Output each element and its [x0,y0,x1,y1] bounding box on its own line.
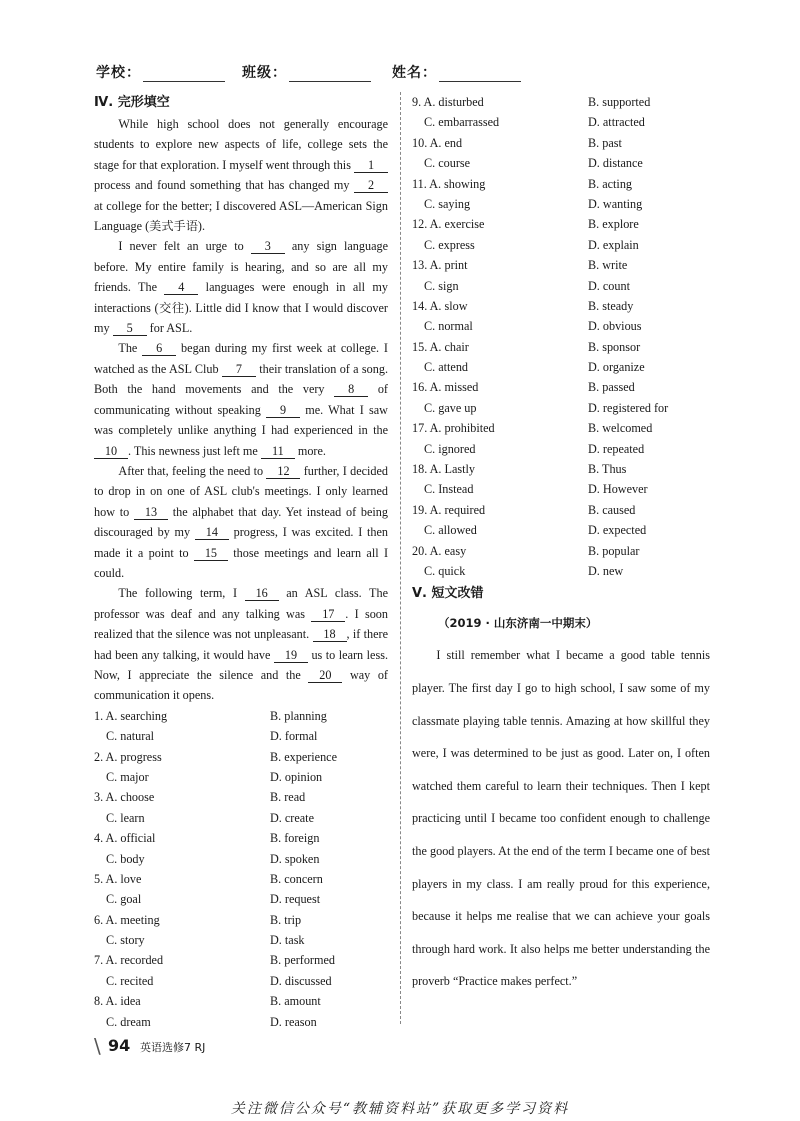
option-row [412,418,710,438]
header [96,62,716,84]
cloze-blank[interactable]: 15 [194,546,228,561]
option-row [412,377,710,397]
option-choice[interactable]: 17. A. prohibited [412,421,495,436]
option-choice[interactable]: B. Thus [588,462,627,477]
option-choice[interactable]: C. course [424,156,471,171]
option-choice[interactable]: 13. A. print [412,258,468,273]
option-choice[interactable]: D. expected [588,523,647,538]
column-divider [400,92,401,1024]
option-choice[interactable]: C. attend [424,360,469,375]
option-choice[interactable]: C. story [106,933,145,948]
options-list-right [412,92,710,581]
cloze-section [94,92,388,1032]
footer-note: 关注微信公众号“教辅资料站”获取更多学习资料 [230,1101,570,1117]
option-choice[interactable]: B. write [588,258,628,273]
correction-source: （2019 · 山东济南一中期末） [438,616,598,631]
cloze-paragraph [94,236,388,338]
cloze-text: the alphabet that day. Yet instead of being discouraged by my [94,504,388,540]
class-field [242,62,371,82]
option-row [412,337,710,357]
class-blank[interactable] [289,67,371,82]
option-choice[interactable]: D. formal [270,729,318,744]
option-row [94,991,388,1011]
option-choice[interactable]: B. explore [588,217,639,232]
option-choice[interactable]: D. registered for [588,400,669,415]
option-choice[interactable]: B. read [270,790,306,805]
cloze-text: me. What I saw was completely unlike anything I had experienced in the [94,402,388,438]
option-row [412,398,710,418]
option-choice[interactable]: 15. A. chair [412,339,469,354]
option-row [412,235,710,255]
cloze-text: us to learn less. Now, I appreciate the silence and the [94,647,388,682]
option-choice[interactable]: D. wanting [588,196,643,211]
option-choice[interactable]: B. supported [588,95,651,109]
option-choice[interactable]: 8. A. idea [94,994,141,1009]
cloze-text: at college for the better; I discovered ASL—American Sign Language (美式手语). [94,198,388,234]
option-choice[interactable]: D. repeated [588,441,645,456]
cloze-text: of communicating without speaking [94,382,388,417]
option-choice[interactable]: C. saying [424,196,471,211]
cloze-blank[interactable]: 10 [94,444,128,459]
option-choice[interactable]: 9. A. disturbed [412,95,484,109]
option-choice[interactable]: B. caused [588,502,636,517]
cloze-blank[interactable]: 2 [354,178,388,193]
option-choice[interactable]: D. discussed [270,973,332,988]
option-row [94,787,388,807]
cloze-title: Ⅳ. 完形填空 [94,95,170,110]
cloze-blank[interactable]: 4 [164,280,198,295]
option-row [94,726,388,746]
option-choice[interactable]: 2. A. progress [94,749,162,764]
cloze-blank[interactable]: 6 [142,341,176,356]
option-choice[interactable]: D. task [270,933,305,948]
cloze-blank[interactable]: 7 [222,362,256,377]
cloze-blank[interactable]: 5 [113,321,147,336]
cloze-blank[interactable]: 8 [334,382,368,397]
option-row [412,276,710,296]
option-row [412,92,710,112]
option-row [94,747,388,767]
option-row [94,767,388,787]
correction-text: I still remember what I became a good table tennis player. The first day I go to high school, I saw some of my classmate playing table tennis. Amazing at how skillful they were, I was determined to be just as good. Later on, I often watched them careful to learn their techniques. Then I kept practicing until I became too confident enough to challenge the good players. At the end of the term I became one of best players in my class. I am really proud for this experience, because it helps me realise that we can achieve your goals through hard work. It also helps me better understanding the proverb “Practice makes perfect.” [412,648,710,989]
option-row [412,439,710,459]
option-row [94,910,388,930]
option-choice[interactable]: D. reason [270,1014,317,1029]
option-choice[interactable]: D. spoken [270,851,320,866]
option-row [412,133,710,153]
class-label: 班级： [242,65,287,81]
cloze-text: I never felt an urge to [118,239,251,254]
cloze-text: their translation of a song. Both the hand movements and the very [94,361,388,397]
option-choice[interactable]: C. natural [106,729,155,744]
cloze-text: , if there had been any talking, it would have [94,627,388,662]
option-choice[interactable]: B. concern [270,871,323,886]
school-label: 学校： [96,65,141,81]
option-row [412,561,710,581]
cloze-text: further, I decided to drop in on one of ASL club's meetings. I only learned how to [94,463,389,519]
option-choice[interactable]: 14. A. slow [412,298,468,313]
option-choice[interactable]: 19. A. required [412,502,486,517]
cloze-text: After that, feeling the need to [118,463,267,478]
cloze-text: . I soon realized that the silence was not unpleasant. [94,606,388,642]
option-row [94,889,388,909]
name-field [392,62,521,82]
cloze-text: languages were enough in all my interactions (交往). Little did I know that I would discover my [94,280,388,336]
option-choice[interactable]: B. passed [588,380,635,395]
option-row [412,357,710,377]
option-choice[interactable]: C. embarrassed [424,115,500,130]
school-blank[interactable] [143,67,225,82]
page-slash: \ [94,1034,101,1058]
option-choice[interactable]: B. foreign [270,831,320,846]
option-choice[interactable]: B. acting [588,176,633,191]
option-row [412,520,710,540]
option-choice[interactable]: B. planning [270,708,327,723]
correction-title: Ⅴ. 短文改错 [412,586,484,602]
cloze-text: began during my first week at college. I watched as the ASL Club [94,341,388,376]
option-choice[interactable]: 4. A. official [94,831,156,846]
option-choice[interactable]: B. welcomed [588,421,653,436]
option-choice[interactable]: B. steady [588,298,634,313]
option-choice[interactable]: 3. A. choose [94,790,155,805]
option-choice[interactable]: C. major [106,769,149,784]
option-choice[interactable]: C. ignored [424,441,476,456]
cloze-blank[interactable]: 19 [274,648,308,663]
option-choice[interactable]: 18. A. Lastly [412,462,475,477]
cloze-blank[interactable]: 9 [266,403,300,418]
option-row [412,153,710,173]
option-row [412,214,710,234]
cloze-text: more. [294,443,326,458]
cloze-text: The [118,341,143,356]
cloze-text: process and found something that has changed my [94,178,354,193]
name-label: 姓名： [392,65,437,81]
option-choice[interactable]: D. distance [588,156,643,171]
cloze-blank[interactable]: 12 [266,464,300,479]
cloze-text: While high school does not generally encourage students to explore new aspects of life, college sets the stage for that exploration. I myself went through this [94,117,388,172]
option-choice[interactable]: B. sponsor [588,339,641,354]
option-choice[interactable]: C. quick [424,563,466,578]
cloze-paragraph [94,461,388,583]
option-choice[interactable]: B. past [588,135,622,150]
option-choice[interactable]: B. trip [270,912,302,927]
option-choice[interactable]: 6. A. meeting [94,912,160,927]
option-choice[interactable]: D. obvious [588,319,642,334]
option-choice[interactable]: D. request [270,892,321,907]
option-choice[interactable]: D. However [588,482,648,497]
option-row [412,174,710,194]
cloze-blank[interactable]: 1 [354,158,388,173]
option-row [412,541,710,561]
cloze-text: The following term, I [118,586,245,601]
option-choice[interactable]: 11. A. showing [412,176,486,191]
cloze-text: an ASL class. The professor was deaf and any talking was [94,586,388,621]
option-choice[interactable]: C. dream [106,1014,151,1029]
option-choice[interactable]: C. express [424,237,475,252]
cloze-blank[interactable]: 3 [251,239,285,254]
option-choice[interactable]: D. count [588,278,630,293]
book-label: 英语选修7 RJ [140,1041,206,1054]
school-field [96,62,225,82]
option-row [412,296,710,316]
option-choice[interactable]: 12. A. exercise [412,217,485,232]
cloze-text: progress, I was excited. I then made it a point to [94,525,388,560]
option-row [412,194,710,214]
option-choice[interactable]: D. organize [588,360,645,375]
option-row [412,316,710,336]
cloze-text: any sign language before. My entire family is hearing, and so are all my friends. The [94,239,388,295]
option-row [412,479,710,499]
option-row [94,930,388,950]
option-row [94,849,388,869]
cloze-text: way of communication it opens. [94,667,388,703]
option-choice[interactable]: C. normal [424,319,473,334]
option-choice[interactable]: D. explain [588,237,639,252]
cloze-paragraph [94,583,388,705]
option-choice[interactable]: B. amount [270,994,321,1009]
cloze-text: . This newness just left me [128,443,261,458]
option-choice[interactable]: C. goal [106,892,142,907]
option-choice[interactable]: C. body [106,851,145,866]
page-number: 94 [108,1036,131,1055]
cloze-paragraph [94,338,388,460]
option-choice[interactable]: 5. A. love [94,871,142,886]
option-choice[interactable]: C. sign [424,278,459,293]
name-blank[interactable] [439,67,521,82]
option-row [94,1012,388,1032]
option-choice[interactable]: D. opinion [270,769,323,784]
right-column [412,92,710,998]
options-list-left [94,706,388,1032]
option-row [412,459,710,479]
cloze-text: those meetings and learn all I could. [94,545,389,580]
option-choice[interactable]: C. gave up [424,400,477,415]
cloze-blank[interactable]: 14 [195,525,229,540]
option-choice[interactable]: B. experience [270,749,337,764]
cloze-blank[interactable]: 11 [261,444,295,459]
option-row [412,255,710,275]
cloze-blank[interactable]: 18 [313,627,347,642]
cloze-blank[interactable]: 16 [245,586,279,601]
option-choice[interactable]: 10. A. end [412,135,463,150]
cloze-blank[interactable]: 13 [134,505,168,520]
option-choice[interactable]: D. attracted [588,115,645,130]
option-choice[interactable]: 20. A. easy [412,543,467,558]
option-choice[interactable]: C. learn [106,810,145,825]
cloze-text: for ASL. [146,321,193,336]
option-choice[interactable]: D. new [588,563,624,578]
option-choice[interactable]: C. allowed [424,523,477,538]
option-choice[interactable]: B. popular [588,543,640,558]
option-choice[interactable]: C. recited [106,973,154,988]
option-row [94,971,388,991]
option-choice[interactable]: C. Instead [424,482,474,497]
option-row [412,500,710,520]
cloze-blank[interactable]: 17 [311,607,345,622]
option-row [94,706,388,726]
option-row [94,950,388,970]
option-row [94,828,388,848]
option-row [412,112,710,132]
option-choice[interactable]: D. create [270,810,314,825]
option-row [94,808,388,828]
option-choice[interactable]: B. performed [270,953,335,968]
cloze-blank[interactable]: 20 [308,668,342,683]
option-choice[interactable]: 16. A. missed [412,380,479,395]
option-choice[interactable]: 7. A. recorded [94,953,164,968]
option-row [94,869,388,889]
cloze-paragraph [94,114,388,236]
option-choice[interactable]: 1. A. searching [94,708,168,723]
